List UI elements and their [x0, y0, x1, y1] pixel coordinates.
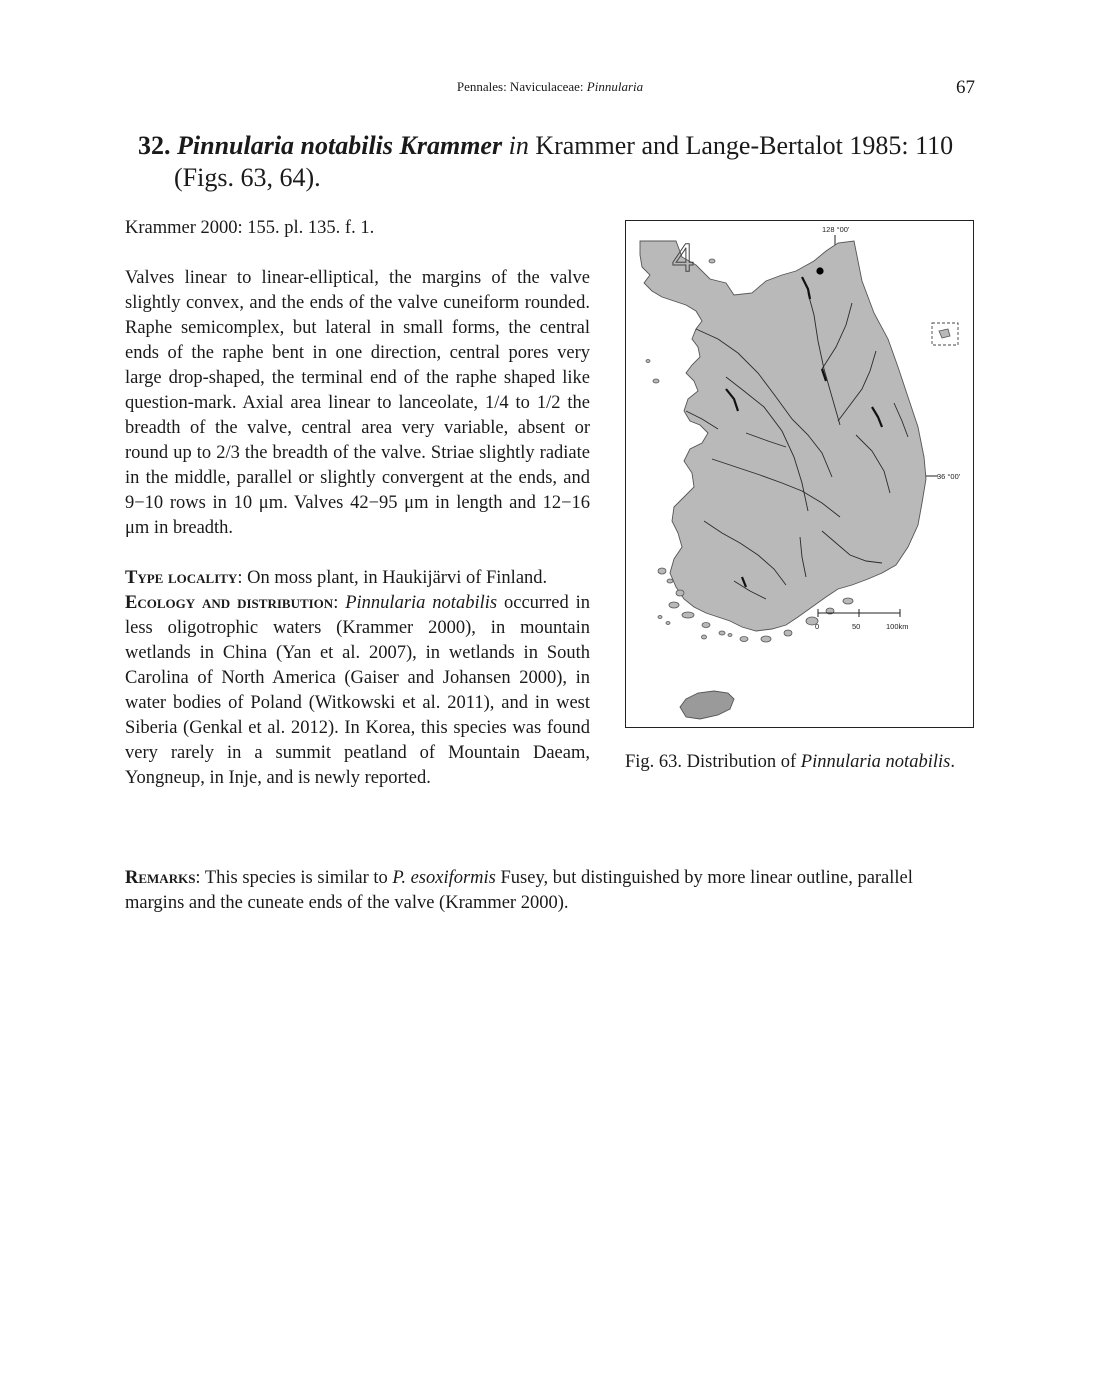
running-head	[0, 79, 1100, 95]
running-head-genus: Pinnularia	[586, 79, 644, 94]
ecology-text: occurred in less oligotrophic waters (Krammer 2000), in mountain wetlands in China (Yan et al. 2007), in wetlands in South Carolina of North America (Gaiser and Johansen 2000), in water bodies of Poland (Witkowski et al. 2011), and in west Siberia (Genkal et al. 2012). In Korea, this species was found very rarely in a summit peatland of Mountain Daeam, Yongneup, in Inje, and is newly reported.	[125, 593, 590, 788]
distribution-map-figure	[625, 220, 974, 728]
species-figs: (Figs. 63, 64).	[174, 163, 321, 192]
species-name: Pinnularia notabilis Krammer	[177, 131, 503, 160]
korea-landmass	[640, 241, 926, 631]
scale-label-50: 50	[852, 622, 861, 631]
remarks-label: Remarks	[125, 868, 196, 888]
species-number: 32.	[138, 131, 171, 160]
latitude-label: 36 °00'	[937, 472, 961, 481]
distribution-map	[626, 221, 973, 727]
figure-caption	[625, 750, 975, 775]
remarks-paragraph	[125, 866, 975, 916]
running-head-prefix: Pennales: Naviculaceae:	[456, 79, 587, 94]
scale-label-0: 0	[815, 622, 820, 631]
species-in-word: in	[508, 131, 529, 160]
caption-prefix: Fig. 63. Distribution of	[625, 752, 801, 772]
ecology-species: Pinnularia notabilis	[345, 593, 498, 613]
body-text-column	[125, 216, 590, 791]
type-locality-label: Type locality	[125, 568, 238, 588]
caption-suffix: .	[950, 752, 955, 772]
page-number: 67	[956, 77, 975, 98]
remarks-species: P. esoxiformis	[392, 868, 496, 888]
type-locality-paragraph	[125, 566, 590, 591]
species-authority: Krammer and Lange-Bertalot 1985: 110	[535, 131, 954, 160]
occurrence-locality-dot	[816, 267, 823, 274]
caption-species: Pinnularia notabilis	[800, 752, 951, 772]
scale-label-100km: 100km	[886, 622, 909, 631]
ecology-paragraph: Ecology and distribution: Pinnularia notabilis occurred in less oligotrophic waters (Krammer 2000), in mountain wetlands in China (Yan et al. 2007), in wetlands in South Carolina of North America (Gaiser and Johansen 2000), in water bodies of Poland (Witkowski et al. 2011), and in west Siberia (Genkal et al. 2012). In Korea, this species was found very rarely in a summit peatland of Mountain Daeam, Yongneup, in Inje, and is newly reported.	[125, 593, 590, 788]
jeju-island	[680, 691, 734, 719]
remarks-pre: : This species is similar to	[195, 868, 393, 888]
remarks-post: Fusey, but distinguished by more linear outline, parallel margins and the cuneate ends of the valve (Krammer 2000).	[125, 868, 913, 913]
ecology-label: Ecology and distribution	[125, 593, 334, 613]
species-heading	[138, 130, 978, 194]
description-paragraph: Valves linear to linear-elliptical, the margins of the valve slightly convex, and the ends of the valve cuneiform rounded. Raphe semicomplex, but lateral in small forms, the central ends of the raphe bent in one direction, central pores very large drop-shaped, the terminal end of the raphe shaped like question-mark. Axial area linear to lanceolate, 1/4 to 1/2 the breadth of the valve, central area very variable, absent or round up to 2/3 the breadth of the valve. Striae slightly radiate in the middle, parallel or slightly convergent at the ends, and 9−10 rows in 10 μm. Valves 42−95 μm in length and 12−16 μm in breadth.	[125, 268, 590, 538]
longitude-label: 128 °00'	[822, 225, 850, 234]
map-number-label: 4	[672, 236, 695, 280]
ulleungdo-island	[939, 329, 950, 338]
reference-line: Krammer 2000: 155. pl. 135. f. 1.	[125, 218, 375, 238]
type-locality-text: : On moss plant, in Haukijärvi of Finland.	[237, 568, 548, 588]
